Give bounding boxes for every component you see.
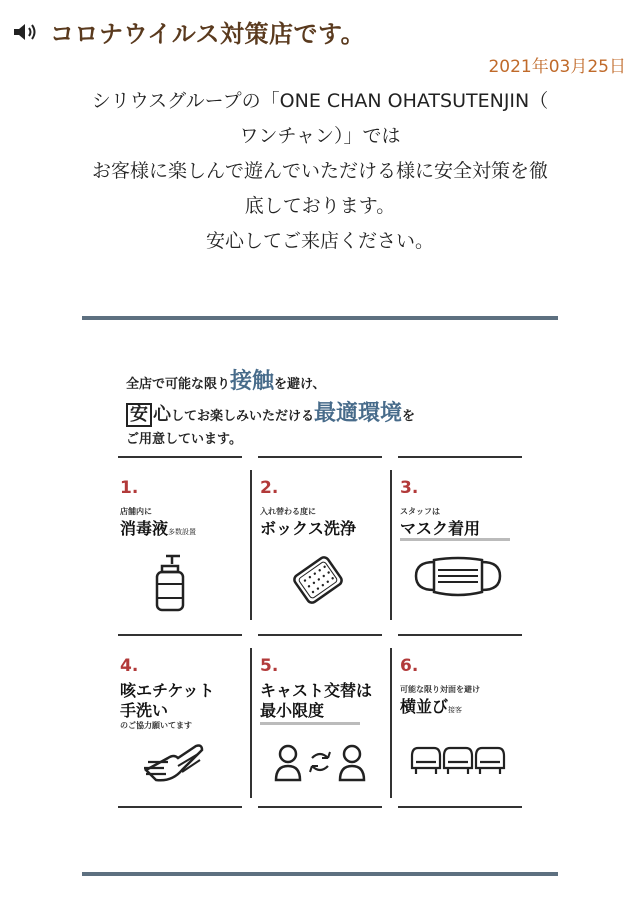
measure-item-etiquette [118, 634, 242, 806]
intro-text: を避け、 [274, 377, 326, 392]
grid-divider [250, 470, 252, 620]
measure-heading-note: 接客 [448, 706, 463, 714]
body-line: 底しております。 [244, 195, 396, 217]
measure-heading [400, 694, 462, 717]
measure-heading [120, 516, 196, 539]
grid-divider [390, 648, 392, 798]
body-line: シリウスグループの「ONE CHAN OHATSUTENJIN（ [91, 90, 549, 112]
measure-heading: キャスト交替は [260, 681, 373, 700]
notice-top-bar [82, 316, 558, 320]
sofa-icon [408, 738, 508, 778]
news-title: コロナウイルス対策店です。 [50, 20, 366, 48]
intro-highlight: 最適環境 [314, 401, 403, 426]
grid-bottom-line [398, 806, 522, 808]
intro-text: ご用意しています。 [126, 432, 242, 447]
measure-subtext: のご協力願いてます [120, 721, 192, 730]
measure-subtext: 可能な限り対面を避け [400, 685, 480, 694]
measure-item-sanitizer [118, 456, 242, 628]
measure-heading: マスク着用 [400, 519, 481, 538]
measure-number: 4. [120, 656, 139, 676]
measure-number: 6. [400, 656, 419, 676]
intro-text: 全店で可能な限り [126, 377, 231, 392]
intro-text: してお楽しみいただける [171, 409, 315, 424]
measure-heading-note: 多数設置 [168, 528, 197, 536]
grid-bottom-line [118, 806, 242, 808]
sponge-icon [286, 550, 350, 610]
measures-grid [118, 456, 522, 806]
measure-heading: 手洗い [120, 701, 169, 720]
safety-notice-image [82, 316, 558, 876]
measure-heading-text: 消毒液 [120, 519, 169, 538]
measure-number: 5. [260, 656, 279, 676]
body-line: 安心してご来店ください。 [205, 230, 434, 252]
measure-subtext: 店舗内に [120, 507, 152, 516]
measure-heading: 咳エチケット [120, 681, 215, 700]
staff-exchange-icon [272, 740, 368, 784]
measure-heading-text: 横並び [400, 697, 449, 716]
news-header [12, 14, 365, 49]
measure-number: 1. [120, 478, 139, 498]
measure-heading: ボックス洗浄 [260, 519, 356, 538]
measure-item-side-seating [398, 634, 522, 806]
grid-bottom-line [258, 806, 382, 808]
measure-item-box-cleaning [258, 456, 382, 628]
grid-divider [250, 648, 252, 798]
measure-item-cast-change [258, 634, 382, 806]
measure-fine-print [400, 538, 510, 541]
sanitizer-bottle-icon [146, 552, 196, 612]
post-date: 2021年03月25日 [488, 57, 626, 77]
measure-fine-print [260, 722, 360, 725]
intro-boxed-char: 安 [126, 403, 152, 427]
measure-subtext: 入れ替わる度に [260, 507, 316, 516]
body-line: ワンチャン）」では [239, 125, 401, 147]
face-mask-icon [410, 554, 506, 600]
body-line: お客様に楽しんで遊んでいただける様に安全対策を徹 [91, 160, 548, 182]
measure-number: 2. [260, 478, 279, 498]
measure-item-mask [398, 456, 522, 628]
intro-text: を [402, 409, 416, 424]
speaker-icon [12, 21, 42, 43]
grid-divider [390, 470, 392, 620]
intro-highlight: 接触 [230, 369, 275, 394]
measure-subtext: スタッフは [400, 507, 440, 516]
hand-washing-icon [138, 736, 208, 792]
notice-bottom-bar [82, 872, 558, 876]
measure-heading: 最小限度 [260, 701, 325, 720]
news-body [20, 84, 620, 259]
intro-text: 心 [153, 404, 171, 425]
notice-intro [126, 364, 526, 460]
measure-number: 3. [400, 478, 419, 498]
